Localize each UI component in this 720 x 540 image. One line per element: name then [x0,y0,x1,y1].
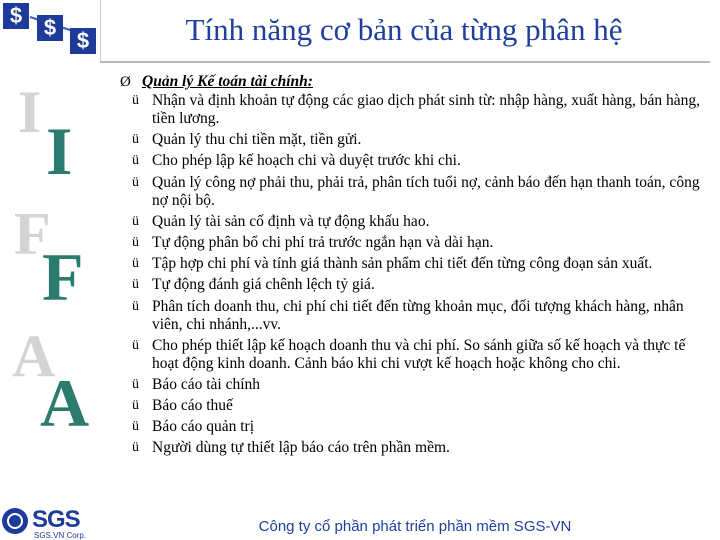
decor-letter: F [42,239,84,315]
list-item: ü Báo cáo quản trị [120,418,715,436]
dollar-block-icon: $ [70,28,96,54]
checkmark-icon: ü [132,419,139,435]
dollar-block-icon: $ [3,3,29,29]
checkmark-icon: ü [132,337,139,353]
slide-title: Tính năng cơ bản của từng phân hệ [185,12,623,47]
decor-letter-ghost: A [12,323,56,389]
list-item: ü Nhận và định khoản tự động các giao dịch phát sinh từ: nhập hàng, xuất hàng, bán hàng, tiền lương. [120,92,715,128]
header-divider-vertical [100,0,101,62]
checkmark-icon: ü [132,153,139,169]
list-item: ü Phân tích doanh thu, chi phí chi tiết đến từng khoản mục, đối tượng khách hàng, nhân viên, chi nhánh,...vv. [120,298,715,334]
sgs-logo [2,506,102,540]
list-item: ü Báo cáo thuế [120,397,715,415]
checkmark-icon: ü [132,132,139,148]
list-item: ü Quản lý tài sản cố định và tự động khấu hao. [120,213,715,231]
section-heading-row [120,73,715,91]
arrow-bullet-icon: Ø [120,74,131,90]
sgs-logo-text: SGS [32,506,80,533]
checkmark-icon: ü [132,213,139,229]
dollar-logo [0,0,100,60]
list-item: ü Báo cáo tài chính [120,376,715,394]
footer-company-name: Công ty cổ phần phát triển phần mềm SGS-VN [258,518,572,535]
list-item: ü Tự động đánh giá chênh lệch tỷ giá. [120,276,715,294]
checkmark-icon: ü [132,256,139,272]
dollar-block-icon: $ [37,15,63,41]
list-item: ü Cho phép thiết lập kế hoạch doanh thu và chi phí. So sánh giữa số kế hoạch và thực tế hoạt động kinh doanh. Cảnh báo khi chi vượt kế hoạch hoặc không cho chi. [120,337,715,373]
decor-letter-ghost: I [18,79,42,145]
checkmark-icon: ü [132,234,139,250]
checkmark-icon: ü [132,93,139,108]
checkmark-icon: ü [132,277,139,293]
list-item: ü Tự động phân bổ chi phí trả trước ngắn hạn và dài hạn. [120,234,715,252]
feature-section [120,73,715,461]
decor-letter: I [46,113,73,189]
list-item: ü Quản lý công nợ phải thu, phải trả, phân tích tuổi nợ, cảnh báo đến hạn thanh toán, công nợ nội bộ. [120,174,715,210]
checkmark-icon: ü [132,298,139,314]
section-heading: Quản lý Kế toán tài chính: [142,73,313,90]
sgs-logo-subtext: SGS.VN Corp. [34,531,87,540]
checkmark-icon: ü [132,174,139,190]
list-item: ü Quản lý thu chi tiền mặt, tiền gửi. [120,131,715,149]
checkmark-icon: ü [132,440,139,456]
globe-icon [2,508,28,534]
list-item: ü Người dùng tự thiết lập báo cáo trên phần mềm. [120,439,715,457]
checkmark-icon: ü [132,398,139,414]
title-divider [100,61,710,63]
decor-letter-ghost: F [14,201,51,267]
list-item: ü Tập hợp chi phí và tính giá thành sản phẩm chi tiết đến từng công đoạn sản xuất. [120,255,715,273]
list-item: ü Cho phép lập kế hoạch chi và duyệt trước khi chi. [120,152,715,170]
feature-list [120,92,715,457]
decor-letter: A [40,365,90,441]
checkmark-icon: ü [132,376,139,392]
